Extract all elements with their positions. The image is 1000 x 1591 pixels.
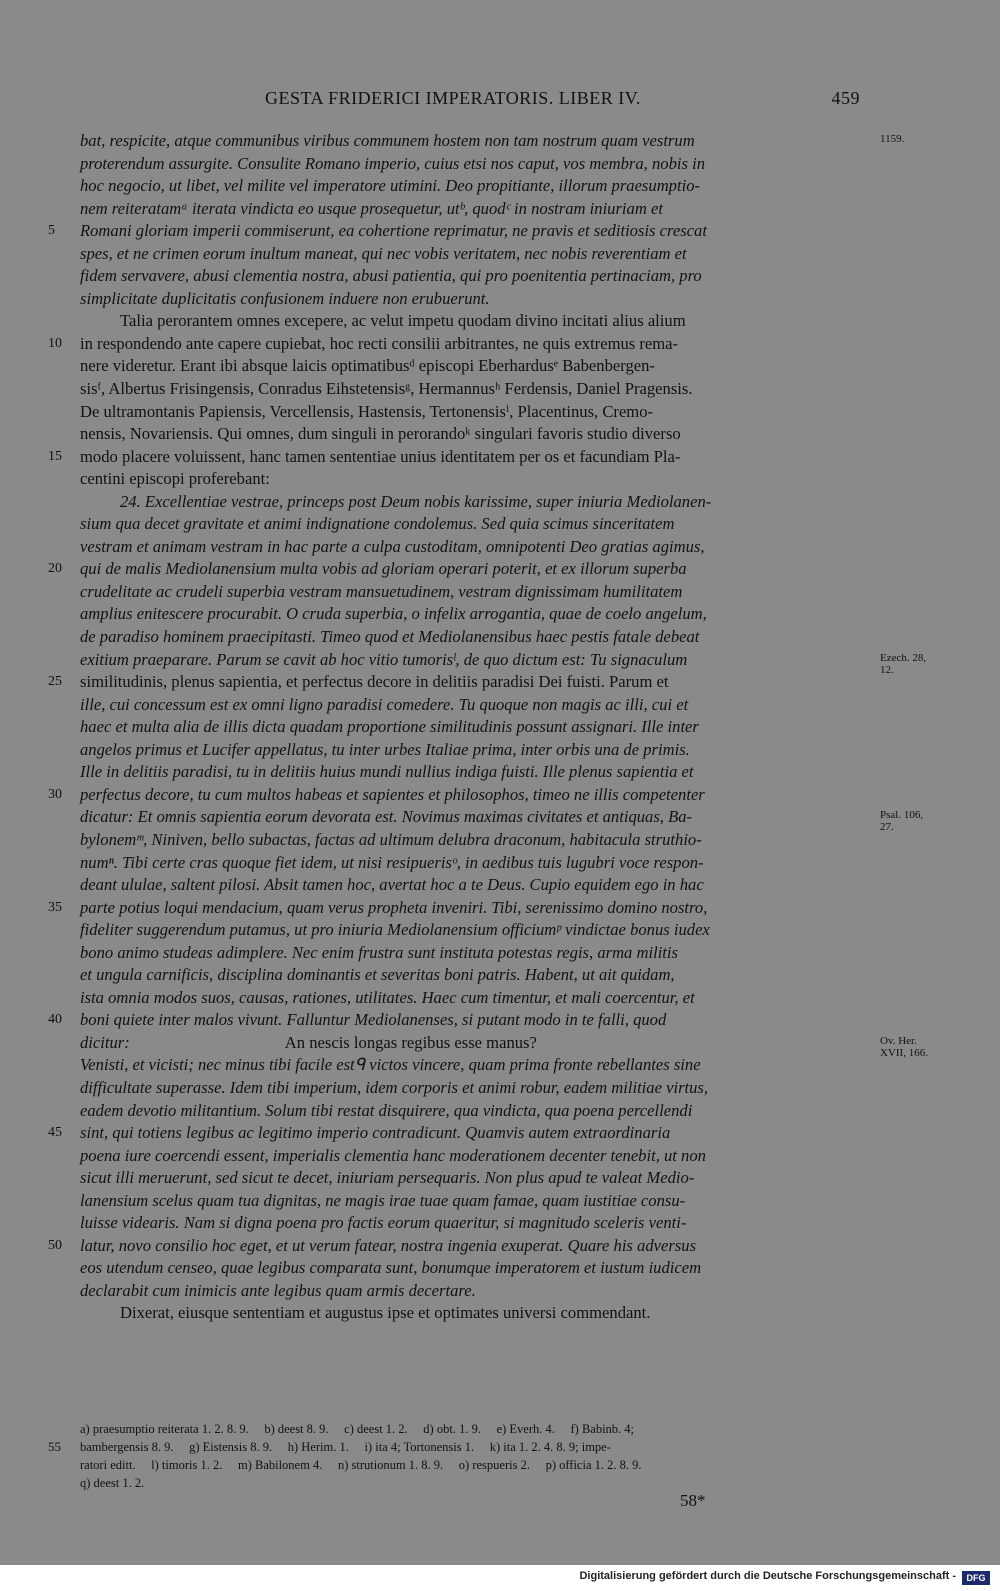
text-line (48, 446, 865, 469)
text-line (80, 355, 865, 378)
text-line (80, 1280, 865, 1303)
line-text: eadem devotio militantium. Solum tibi restat disquirere, qua vindicta, qua poena percellendi (80, 1100, 693, 1120)
text-line (80, 1257, 865, 1280)
text-line (80, 1054, 865, 1077)
text-line (80, 1032, 928, 1059)
line-text: deant ululae, saltent pilosi. Absit tamen hoc, avertat hoc a te Deus. Cupio equidem ego in hac (80, 875, 704, 895)
line-text: fidem servavere, abusi clementia nostra, abusi patientia, qui pro poenitentia pertinaciam, pro (80, 266, 702, 286)
page-number: 459 (831, 88, 860, 108)
line-text: sisᶠ, Albertus Frisingensis, Conradus Eihstetensisᵍ, Hermannusʰ Ferdensis, Daniel Pragensis. (80, 379, 693, 399)
line-number: 15 (48, 448, 62, 464)
line-text: bono animo studeas adimplere. Nec enim frustra sunt instituta potestas regis, arma militis (80, 942, 678, 962)
line-text: Romani gloriam imperii commiserunt, ea cohertione reprimatur, ne pravis et seditiosis crescat (80, 221, 707, 241)
line-text: numⁿ. Tibi certe cras quoque fiet idem, ut nisi resipuerisᵒ, in aedibus tuis lugubri voce respon- (80, 852, 704, 872)
text-line (80, 919, 865, 942)
line-text: ista omnia modos suos, causas, rationes, utilitates. Haec cum timentur, et mali coercentur, et (80, 987, 695, 1007)
line-number: 25 (48, 674, 62, 690)
text-line (80, 581, 865, 604)
text-line (80, 942, 865, 965)
line-text: et ungula carnificis, disciplina dominantis et severitas boni patris. Habent, ut ait quidam, (80, 965, 675, 985)
line-text: nensis, Novariensis. Qui omnes, dum singuli in perorandoᵏ singulari favoris studio diverso (80, 424, 681, 444)
footnote-text: bambergensis 8. 9. g) Eistensis 8. 9. h) Herim. 1. i) ita 4; Tortonensis 1. k) ita 1. 2. 4. 8. 9; impe- (80, 1440, 611, 1454)
text-line (48, 1235, 865, 1258)
text-line (80, 401, 865, 424)
footnote-line (80, 1456, 865, 1474)
line-text: sium qua decet gravitate et animi indignatione condolemus. Sed quia scimus sinceritatem (80, 514, 675, 534)
line-text: Dixerat, eiusque sententiam et augustus ipse et optimates universi commendant. (120, 1303, 651, 1323)
text-line (48, 784, 865, 807)
text-line (80, 536, 865, 559)
text-line (80, 874, 865, 897)
line-text: poena iure coercendi essent, imperialis clementia hanc moderationem decenter tenebit, ut non (80, 1145, 706, 1165)
text-line (80, 310, 865, 333)
text-line (48, 1009, 865, 1032)
line-number: 5 (48, 223, 55, 239)
line-text: latur, novo consilio hoc eget, et ut verum fatear, nostra ingenia exuperat. Quare his adversus (80, 1235, 697, 1255)
line-text: vestram et animam vestram in hac parte a culpa custoditam, omnipotenti Deo gratias agimus, (80, 536, 705, 556)
margin-note: Psal. 106, 27. (880, 809, 924, 834)
signature-mark: 58* (680, 1491, 706, 1510)
text-line (80, 175, 865, 198)
line-number: 45 (48, 1125, 62, 1141)
line-text: eos utendum censeo, quae legibus comparata sunt, bonumque imperatorem et iustum iudicem (80, 1258, 702, 1278)
text-line (80, 987, 865, 1010)
line-text: Talia perorantem omnes excepere, ac velut impetu quodam divino incitati alius alium (120, 311, 686, 331)
line-text: haec et multa alia de illis dicta quadam proportione similitudinis possunt assignari. Ille inter (80, 717, 699, 737)
line-text: ille, cui concessum est ex omni ligno paradisi comedere. Tu quoque non magis ac illi, cui et (80, 694, 689, 714)
text-line (48, 897, 865, 920)
line-text: sicut illi meruerunt, sed sicut te decet, iniuriam persequaris. Non plus apud te valeat Medio- (80, 1168, 695, 1188)
text-line (80, 423, 865, 446)
text-line (80, 1167, 865, 1190)
line-text: proterendum assurgite. Consulite Romano imperio, cuius etsi nos caput, vos membra, nobis in (80, 153, 705, 173)
line-number: 35 (48, 899, 62, 915)
line-text: 24. Excellentiae vestrae, princeps post Deum nobis karissime, super iniuria Mediolanen- (120, 491, 712, 511)
line-number: 40 (48, 1012, 62, 1028)
verse-quote: An nescis longas regibus esse manus? (284, 1032, 537, 1052)
text-line (80, 852, 865, 875)
text-line (80, 603, 865, 626)
margin-note: 1159. (880, 133, 905, 145)
text-line (80, 378, 865, 401)
line-text: amplius enitescere procurabit. O cruda superbia, o infelix arrogantia, quae de coelo angelum, (80, 604, 707, 624)
text-line (80, 761, 865, 784)
text-line (80, 626, 865, 649)
line-number: 20 (48, 561, 62, 577)
text-line (80, 198, 865, 221)
text-line (80, 153, 865, 176)
text-line (80, 739, 865, 762)
line-number: 55 (48, 1439, 61, 1454)
text-line (80, 829, 865, 852)
text-line (48, 1122, 865, 1145)
text-line (48, 558, 865, 581)
line-text: lanensium scelus quam tua dignitas, ne magis irae tuae quam famae, quam iustitiae consu- (80, 1190, 686, 1210)
line-text: de paradiso hominem praecipitasti. Timeo quod et Mediolanensibus haec pestis fatale debeat (80, 627, 700, 647)
line-text: crudelitate ac crudeli superbia vestram mansuetudinem, vestram dignissimam humilitatem (80, 581, 683, 601)
line-text: bylonemᵐ, Niniven, bello subactas, factas ad ultimum delubra draconum, habitacula struthio- (80, 829, 702, 849)
line-text: similitudinis, plenus sapientia, et perfectus decore in delitiis paradisi Dei fuisti. Parum et (80, 672, 669, 692)
line-text: perfectus decore, tu cum multos habeas et sapientes et philosophos, timeo ne illis competenter (80, 784, 705, 804)
line-text: luisse videaris. Nam si digna poena pro factis eorum quaeritur, si magnitudo sceleris venti- (80, 1213, 687, 1233)
text-line (80, 1145, 865, 1168)
text-line (80, 1100, 865, 1123)
line-text: modo placere voluissent, hanc tamen sententiae unius identitatem per os et facundiam Pla- (80, 446, 681, 466)
line-text: boni quiete inter malos vivunt. Falluntur Mediolanenses, si putant modo in te falli, quod (80, 1010, 667, 1030)
text-line (80, 491, 865, 514)
text-line (80, 265, 865, 288)
margin-note: Ezech. 28, 12. (880, 651, 927, 676)
line-text: hoc negocio, ut libet, vel milite vel imperatore utimini. Deo propitiante, illorum praesumptio- (80, 176, 701, 196)
margin-note: Ov. Her. XVII, 166. (880, 1034, 928, 1059)
text-line (80, 243, 865, 266)
text-line (80, 468, 865, 491)
footnote-line (48, 1438, 865, 1456)
footnote-text: a) praesumptio reiterata 1. 2. 8. 9. b) deest 8. 9. c) deest 1. 2. d) obt. 1. 9. e) Everh. 4. f) Babinb. 4; (80, 1422, 635, 1436)
line-text: sint, qui totiens legibus ac legitimo imperio contradicunt. Quamvis autem extraordinaria (80, 1123, 671, 1143)
text-line (80, 288, 865, 311)
dfg-logo-icon: DFG (962, 1571, 990, 1585)
line-text: centini episcopi proferebant: (80, 469, 270, 489)
line-text: bat, respicite, atque communibus viribus communem hostem non tam nostrum quam vestrum (80, 131, 695, 150)
footnote-line (80, 1474, 865, 1492)
text-line (80, 964, 865, 987)
line-number: 10 (48, 335, 62, 351)
footer-credit: Digitalisierung gefördert durch die Deutsche Forschungsgemeinschaft - (579, 1570, 956, 1582)
line-number: 50 (48, 1237, 62, 1253)
line-text: exitium praeparare. Parum se cavit ab hoc vitio tumorisˡ, de quo dictum est: Tu signaculum (80, 649, 688, 669)
line-text: dicitur: (80, 1032, 130, 1052)
footnote-text: ratori editt. l) timoris 1. 2. m) Babilonem 4. n) strutionum 1. 8. 9. o) respueris 2. p) officia 1. 2. 8. 9. (80, 1458, 642, 1472)
text-line (80, 513, 865, 536)
footnote-line (80, 1420, 865, 1438)
text-line (80, 130, 905, 153)
text-line (80, 1190, 865, 1213)
line-text: difficultate superasse. Idem tibi imperium, idem corporis et animi robur, eadem militiae virtus, (80, 1077, 709, 1097)
footnotes (48, 1420, 865, 1492)
line-text: De ultramontanis Papiensis, Vercellensis, Hastensis, Tertonensisⁱ, Placentinus, Cremo- (80, 401, 654, 421)
line-number: 30 (48, 786, 62, 802)
text-line (80, 1077, 865, 1100)
text-line (80, 649, 927, 676)
text-line (80, 716, 865, 739)
text-line (48, 220, 865, 243)
line-text: fideliter suggerendum putamus, ut pro iniuria Mediolanensium officiumᵖ vindictae bonus iudex (80, 920, 710, 940)
footer-bar (0, 1565, 1000, 1591)
line-text: qui de malis Mediolanensium multa vobis ad gloriam operari poterit, et ex illorum superba (80, 559, 687, 579)
text-line (48, 671, 865, 694)
line-text: spes, et ne crimen eorum inultum maneat, qui nec vobis veritatem, nec nobis reverentiam et (80, 243, 687, 263)
line-text: declarabit cum inimicis ante legibus quam armis decertare. (80, 1280, 476, 1300)
line-text: simplicitate duplicitatis confusionem induere non erubuerunt. (80, 288, 490, 308)
line-text: angelos primus et Lucifer appellatus, tu inter urbes Italiae prima, inter orbis una de primis. (80, 739, 690, 759)
line-text: dicatur: Et omnis sapientia eorum devorata est. Novimus maximas civitates et antiquas, Ba- (80, 807, 693, 827)
line-text: Ille in delitiis paradisi, tu in delitiis huius mundi nullius indiga fuisti. Ille plenus sapientia et (80, 762, 694, 782)
text-line (48, 333, 865, 356)
text-line (80, 806, 924, 834)
body-text (48, 130, 928, 1325)
line-text: nem reiteratamᵃ iterata vindicta eo usque prosequetur, utᵇ, quodᶜ in nostram iniuriam et (80, 198, 663, 218)
text-line (80, 1302, 865, 1325)
running-title: GESTA FRIDERICI IMPERATORIS. LIBER IV. (265, 88, 641, 108)
text-line (80, 694, 865, 717)
line-text: in respondendo ante capere cupiebat, hoc recti consilii arbitrantes, ne quis extremus rema- (80, 333, 679, 353)
text-line (80, 1212, 865, 1235)
line-text: nere videretur. Erant ibi absque laicis optimatibusᵈ episcopi Eberhardusᵉ Babenbergen- (80, 356, 655, 376)
line-text: parte potius loqui mendacium, quam verus propheta inveniri. Tibi, serenissimo domino nostro, (80, 897, 708, 917)
footnote-text: q) deest 1. 2. (80, 1476, 145, 1490)
line-text: Venisti, et vicisti; nec minus tibi facile estᑫ victos vincere, quam prima fronte rebellantes sine (80, 1055, 701, 1075)
